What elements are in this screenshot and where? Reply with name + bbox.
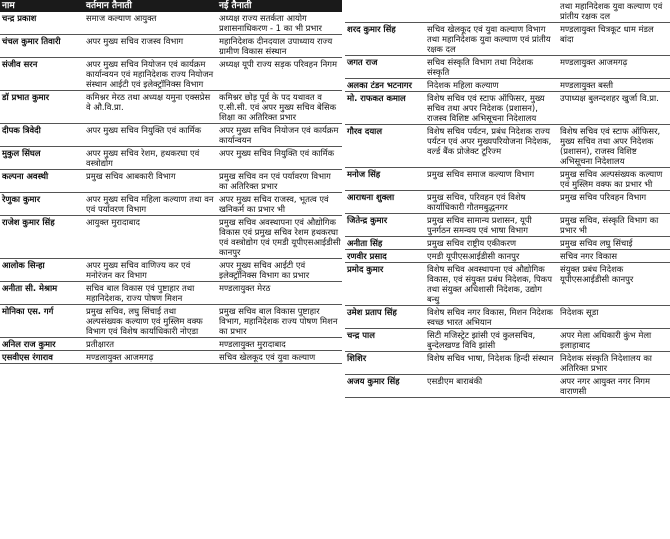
header-current-posting: वर्तमान तैनाती (84, 0, 217, 12)
new-posting: प्रमुख सचिव बाल विकास पुष्टाहार विभाग, महानिदेशक राज्य पोषण मिशन का प्रभार (217, 305, 343, 338)
officer-name: अनीता सिंह (345, 237, 425, 250)
current-posting: विशेष सचिव अवस्थापना एवं औद्योगिक विकास, एवं संयुक्त प्रबंध निदेशक, पिकप तथा संयुक्त अधिशासी निदेशक, उद्योग बन्धु (425, 263, 558, 306)
officer-name: शिशिर (345, 352, 425, 375)
officer-name: एसवीएस रंगाराव (0, 351, 84, 364)
table-row (0, 170, 343, 193)
officer-name: चन्द्र प्रकाश (0, 12, 84, 35)
officer-name: शरद कुमार सिंह (345, 23, 425, 56)
table-row (345, 263, 670, 306)
table-row (345, 375, 670, 398)
table-header (0, 0, 343, 12)
new-posting: संयुक्त प्रबंध निदेशक यूपीएसआईडीसी कानपुर (558, 263, 670, 306)
new-posting: महानिदेशक दीनदयाल उपाध्याय राज्य ग्रामीण विकास संस्थान (217, 35, 343, 58)
current-posting: विशेष सचिव नगर विकास, मिशन निदेशक स्वच्छ भारत अभियान (425, 306, 558, 329)
new-posting: मण्डलायुक्त मेरठ (217, 282, 343, 305)
table-row (345, 125, 670, 168)
current-posting: कमिश्नर मेरठ तथा अध्यक्ष यमुना एक्सप्रेस वे औ.वि.प्रा. (84, 91, 217, 124)
new-posting: अपर मुख्य सचिव आईटी एवं इलेक्ट्रॉनिक्स विभाग का प्रभार (217, 259, 343, 282)
officer-name: चंचल कुमार तिवारी (0, 35, 84, 58)
current-posting: प्रमुख सचिव समाज कल्याण विभाग (425, 168, 558, 191)
current-posting: आयुक्त मुरादाबाद (84, 216, 217, 259)
current-posting: विशेष सचिव एवं स्टाफ ऑफिसर, मुख्य सचिव तथा अपर निदेशक (प्रशासन), राजस्व विशिष्ट अभिसूचना निदेशालय (425, 92, 558, 125)
table-row (0, 351, 343, 364)
current-posting: सिटी मजिस्ट्रेट झांसी एवं कुलसचिव, बुन्देलखण्ड विवि झांसी (425, 329, 558, 352)
table-row (345, 79, 670, 92)
current-posting: अपर मुख्य सचिव रेशम, हथकरघा एवं वस्त्रोद्योग (84, 147, 217, 170)
officer-name: कल्पना अवस्थी (0, 170, 84, 193)
table-row (345, 0, 670, 23)
officer-name (345, 0, 425, 23)
right-column (345, 0, 670, 539)
new-posting: विशेष सचिव एवं स्टाफ ऑफिसर, मुख्य सचिव तथा अपर निदेशक (प्रशासन), राजस्व विशिष्ट अभिसूचना निदेशालय (558, 125, 670, 168)
table-row (0, 12, 343, 35)
officer-name: मोनिका एस. गर्ग (0, 305, 84, 338)
new-posting: प्रमुख सचिव, संस्कृति विभाग का प्रभार भी (558, 214, 670, 237)
new-posting: अपर नगर आयुक्त नगर निगम वाराणसी (558, 375, 670, 398)
officer-name: आराधना शुक्ला (345, 191, 425, 214)
table-row (0, 193, 343, 216)
transfer-table-right (345, 0, 670, 398)
table-row (0, 216, 343, 259)
current-posting: अपर मुख्य सचिव नियुक्ति एवं कार्मिक (84, 124, 217, 147)
new-posting: सचिव खेलकूद एवं युवा कल्याण (217, 351, 343, 364)
new-posting: अध्यक्ष राज्य सतर्कता आयोग प्रशासनाधिकरण - 1 का भी प्रभार (217, 12, 343, 35)
officer-name: डॉ प्रभात कुमार (0, 91, 84, 124)
new-posting: अपर मुख्य सचिव नियोजन एवं कार्यक्रम कार्यान्वयन (217, 124, 343, 147)
current-posting: सचिव संस्कृति विभाग तथा निदेशक संस्कृति (425, 56, 558, 79)
header-new-posting: नई तैनाती (217, 0, 343, 12)
table-row (0, 259, 343, 282)
new-posting: अपर मुख्य सचिव नियुक्ति एवं कार्मिक (217, 147, 343, 170)
current-posting: एमडी यूपीएसआईडीसी कानपुर (425, 250, 558, 263)
officer-name: रणवीर प्रसाद (345, 250, 425, 263)
new-posting: प्रमुख सचिव वन एवं पर्यावरण विभाग का अतिरिक्त प्रभार (217, 170, 343, 193)
table-row (345, 329, 670, 352)
officer-name: मनोज सिंह (345, 168, 425, 191)
current-posting: प्रमुख सचिव, परिवहन एवं विशेष कार्याधिकारी गौतमबुद्धनगर (425, 191, 558, 214)
table-row (345, 23, 670, 56)
table-row (345, 56, 670, 79)
current-posting: अपर मुख्य सचिव महिला कल्याण तथा वन एवं पर्यावरण विभाग (84, 193, 217, 216)
table-row (0, 338, 343, 351)
new-posting: प्रमुख सचिव लघु सिंचाई (558, 237, 670, 250)
current-posting (425, 0, 558, 23)
officer-name: चन्द्र पाल (345, 329, 425, 352)
table-row (0, 35, 343, 58)
current-posting: अपर मुख्य सचिव राजस्व विभाग (84, 35, 217, 58)
officer-name: गौरव दयाल (345, 125, 425, 168)
new-posting: निदेशक संस्कृति निदेशालय का अतिरिक्त प्रभार (558, 352, 670, 375)
transfer-table-left (0, 0, 343, 364)
current-posting: निदेशक महिला कल्याण (425, 79, 558, 92)
table-row (0, 305, 343, 338)
officer-name: अलका टंडन भटनागर (345, 79, 425, 92)
new-posting: तथा महानिदेशक युवा कल्याण एवं प्रांतीय रक्षक दल (558, 0, 670, 23)
table-row (345, 237, 670, 250)
current-posting: प्रतीक्षारत (84, 338, 217, 351)
table-row (0, 124, 343, 147)
officer-name: संजीव सरन (0, 58, 84, 91)
current-posting: अपर मुख्य सचिव नियोजन एवं कार्यक्रम कार्यान्वयन एवं महानिदेशक राज्य नियोजन संस्थान आईटी एवं इलेक्ट्रॉनिक्स विभाग (84, 58, 217, 91)
new-posting: अध्यक्ष यूपी राज्य सड़क परिवहन निगम (217, 58, 343, 91)
header-name: नाम (0, 0, 84, 12)
current-posting: विशेष सचिव भाषा, निदेशक हिन्दी संस्थान (425, 352, 558, 375)
table-row (345, 191, 670, 214)
officer-name: जितेन्द्र कुमार (345, 214, 425, 237)
current-posting: सचिव बाल विकास एवं पुष्टाहार तथा महानिदेशक, राज्य पोषण मिशन (84, 282, 217, 305)
officer-name: अनिल राज कुमार (0, 338, 84, 351)
officer-name: प्रमोद कुमार (345, 263, 425, 306)
new-posting: मण्डलायुक्त चित्रकूट धाम मंडल बांदा (558, 23, 670, 56)
new-posting: अपर मुख्य सचिव राजस्व, भूतत्व एवं खनिकर्म का प्रभार भी (217, 193, 343, 216)
new-posting: अपर मेला अधिकारी कुंभ मेला इलाहाबाद (558, 329, 670, 352)
new-posting: कमिश्नर छोड़ पूर्व के पद यथावत व ए.सी.सी. एवं अपर मुख्य सचिव बेसिक शिक्षा का अतिरिक्त प्रभार (217, 91, 343, 124)
officer-name: अजय कुमार सिंह (345, 375, 425, 398)
officer-name: उमेश प्रताप सिंह (345, 306, 425, 329)
current-posting: अपर मुख्य सचिव वाणिज्य कर एवं मनोरंजन कर विभाग (84, 259, 217, 282)
new-posting: प्रमुख सचिव अल्पसंख्यक कल्याण एवं मुस्लिम वक्फ का प्रभार भी (558, 168, 670, 191)
table-row (345, 352, 670, 375)
new-posting: सचिव नगर विकास (558, 250, 670, 263)
table-row (345, 306, 670, 329)
current-posting: प्रमुख सचिव आबकारी विभाग (84, 170, 217, 193)
officer-name: अनीता सी. मेश्राम (0, 282, 84, 305)
table-row (345, 92, 670, 125)
officer-name: मो. राफकत कमाल (345, 92, 425, 125)
officer-name: राजेश कुमार सिंह (0, 216, 84, 259)
new-posting: निदेशक सूडा (558, 306, 670, 329)
officer-name: दीपक त्रिवेदी (0, 124, 84, 147)
current-posting: सचिव खेलकूद एवं युवा कल्याण विभाग तथा महानिदेशक युवा कल्याण एवं प्रांतीय रक्षक दल (425, 23, 558, 56)
current-posting: मण्डलायुक्त आजमगढ़ (84, 351, 217, 364)
new-posting: प्रमुख सचिव अवस्थापना एवं औद्योगिक विकास एवं प्रमुख सचिव रेशम हथकरघा एवं वस्त्रोद्योग एवं एमडी यूपीएसआईडीसी कानपुर (217, 216, 343, 259)
current-posting: प्रमुख सचिव सामान्य प्रशासन, यूपी पुनर्गठन समन्वय एवं भाषा विभाग (425, 214, 558, 237)
table-row (0, 58, 343, 91)
officer-name: जगत राज (345, 56, 425, 79)
officer-name: रेणुका कुमार (0, 193, 84, 216)
new-posting: मण्डलायुक्त आजमगढ़ (558, 56, 670, 79)
new-posting: प्रमुख सचिव परिवहन विभाग (558, 191, 670, 214)
new-posting: उपाध्यक्ष बुलन्दशहर खुर्जा वि.प्रा. (558, 92, 670, 125)
officer-name: आलोक सिन्हा (0, 259, 84, 282)
current-posting: एसडीएम बाराबंकी (425, 375, 558, 398)
table-row (0, 91, 343, 124)
current-posting: विशेष सचिव पर्यटन, प्रबंध निदेशक राज्य पर्यटन एवं अपर मुख्यपरियोजना निदेशक, वर्ल्ड बैंक प्रोजेक्ट टूरिज्म (425, 125, 558, 168)
new-posting: मण्डलायुक्त बस्ती (558, 79, 670, 92)
table-row (0, 147, 343, 170)
new-posting: मण्डलायुक्त मुरादाबाद (217, 338, 343, 351)
officer-name: मुकुल सिंघल (0, 147, 84, 170)
current-posting: प्रमुख सचिव, लघु सिंचाई तथा अल्पसंख्यक कल्याण एवं मुस्लिम वक्फ विभाग एवं विशेष कार्याधिकारी नोएडा (84, 305, 217, 338)
current-posting: प्रमुख सचिव राष्ट्रीय एकीकरण (425, 237, 558, 250)
table-row (345, 214, 670, 237)
table-row (345, 250, 670, 263)
current-posting: समाज कल्याण आयुक्त (84, 12, 217, 35)
table-row (0, 282, 343, 305)
table-row (345, 168, 670, 191)
